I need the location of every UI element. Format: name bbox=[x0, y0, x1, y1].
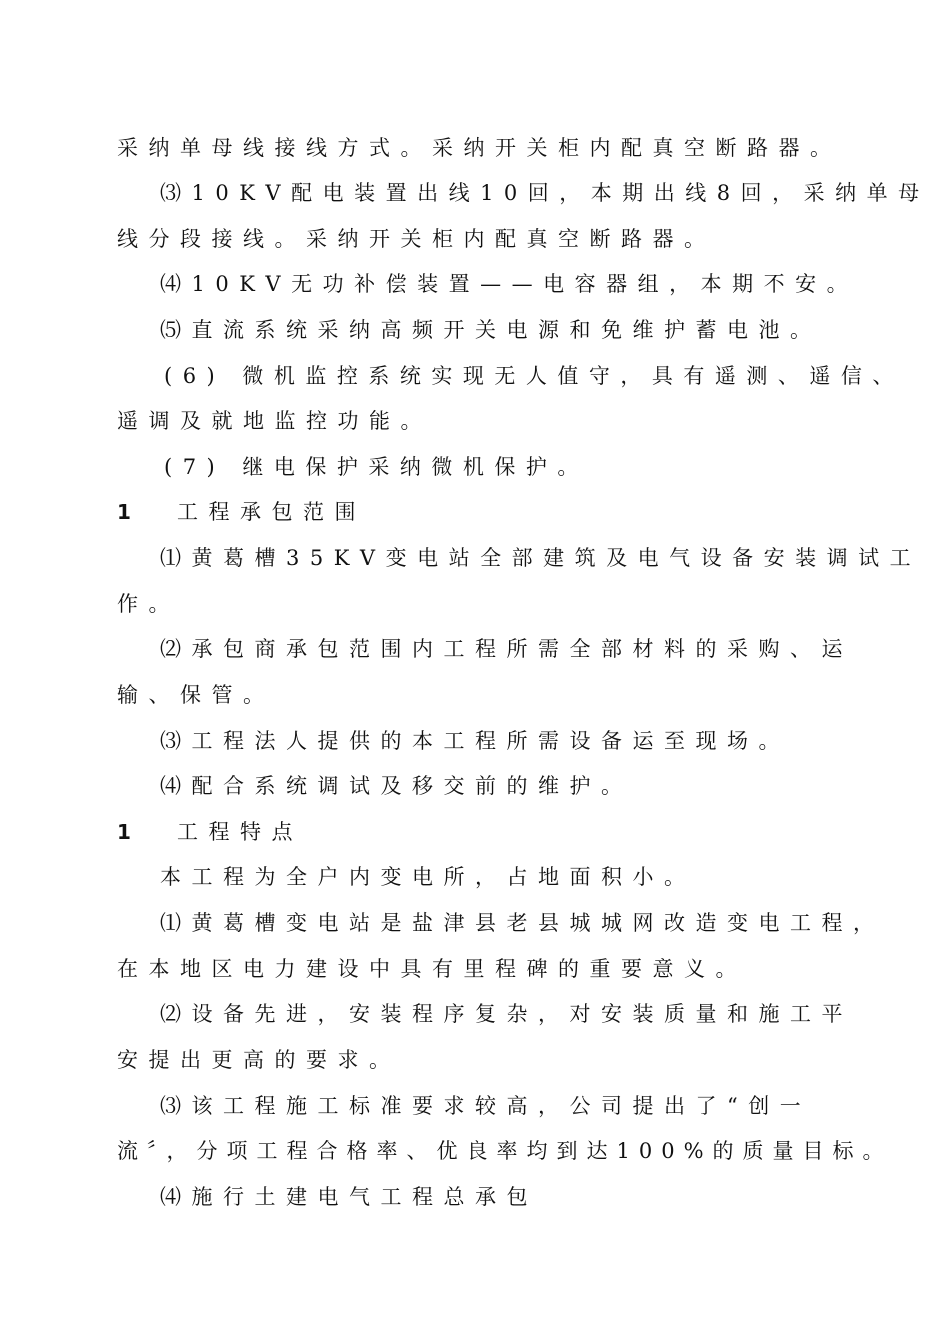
section-title: 工程承包范围 bbox=[177, 500, 366, 524]
paragraph-line: ⑶该工程施工标准要求较高，公司提出了“创一 bbox=[160, 1094, 812, 1118]
paragraph-line: ⑵设备先进，安装程序复杂，对安装质量和施工平 bbox=[160, 1002, 853, 1026]
paragraph-line: 遥调及就地监控功能。 bbox=[117, 409, 432, 433]
paragraph-line: 在本地区电力建设中具有里程碑的重要意义。 bbox=[117, 957, 747, 981]
paragraph-line: 采纳单母线接线方式。采纳开关柜内配真空断路器。 bbox=[117, 136, 842, 160]
section-number: 1 bbox=[117, 820, 131, 844]
section-number: 1 bbox=[117, 500, 131, 524]
paragraph-line: ⑷10KV无功补偿装置——电容器组，本期不安。 bbox=[160, 272, 859, 296]
paragraph-line: (6) 微机监控系统实现无人值守，具有遥测、遥信、 bbox=[164, 364, 904, 388]
section-heading bbox=[117, 818, 303, 846]
paragraph-line: ⑵承包商承包范围内工程所需全部材料的采购、运 bbox=[160, 637, 853, 661]
paragraph-line: 作。 bbox=[117, 592, 180, 616]
paragraph-line: ⑶10KV配电装置出线10回，本期出线8回，采纳单母 bbox=[160, 181, 930, 205]
paragraph-line: (7) 继电保护采纳微机保护。 bbox=[164, 455, 589, 479]
paragraph-line: ⑸直流系统采纳高频开关电源和免维护蓄电池。 bbox=[160, 318, 822, 342]
paragraph-line: 安提出更高的要求。 bbox=[117, 1048, 401, 1072]
paragraph-line: ⑷施行土建电气工程总承包 bbox=[160, 1185, 538, 1209]
paragraph-line: ⑶工程法人提供的本工程所需设备运至现场。 bbox=[160, 729, 790, 753]
section-heading bbox=[117, 498, 366, 526]
paragraph-line: 输、保管。 bbox=[117, 683, 275, 707]
paragraph-line: 流〞，分项工程合格率、优良率均到达100%的质量目标。 bbox=[117, 1139, 893, 1163]
paragraph-line: 线分段接线。采纳开关柜内配真空断路器。 bbox=[117, 227, 716, 251]
paragraph-line: ⑴黄葛槽变电站是盐津县老县城城网改造变电工程， bbox=[160, 911, 885, 935]
section-title: 工程特点 bbox=[177, 820, 303, 844]
paragraph-line: ⑴黄葛槽35KV变电站全部建筑及电气设备安装调试工 bbox=[160, 546, 922, 570]
paragraph-line: ⑷配合系统调试及移交前的维护。 bbox=[160, 774, 633, 798]
paragraph-line: 本工程为全户内变电所，占地面积小。 bbox=[160, 865, 696, 889]
